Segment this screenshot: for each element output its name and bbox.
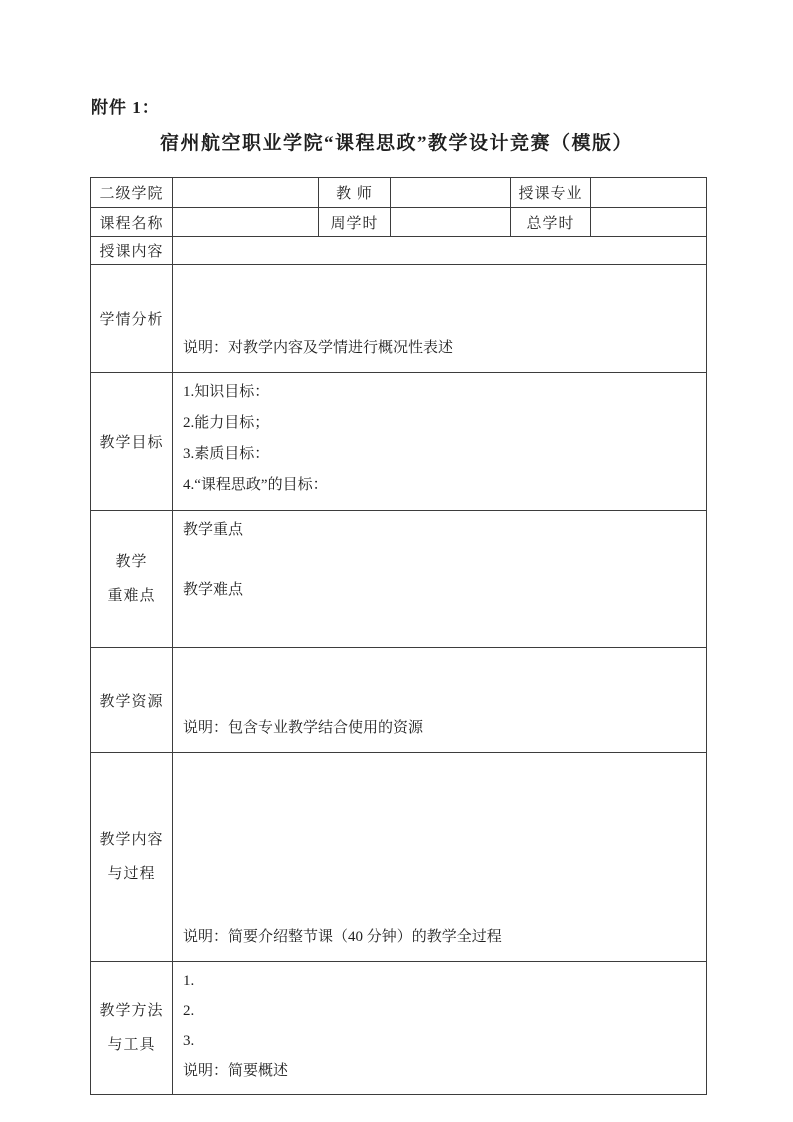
label-lecture-content: 授课内容 bbox=[91, 237, 173, 265]
label-content-process-line2: 与过程 bbox=[107, 866, 156, 882]
field-teacher[interactable] bbox=[391, 178, 511, 208]
label-teaching-major: 授课专业 bbox=[511, 178, 591, 208]
field-lecture-content[interactable] bbox=[173, 237, 707, 265]
label-methods-tools-line1: 教学方法 bbox=[99, 1003, 164, 1019]
field-course-name[interactable] bbox=[173, 208, 319, 237]
label-key-difficult-points-line2: 重难点 bbox=[107, 588, 156, 604]
field-teaching-objectives[interactable] bbox=[173, 373, 707, 511]
objective-ideology: 4.“课程思政”的目标： bbox=[183, 477, 328, 493]
table-row bbox=[91, 962, 707, 1095]
note-content-process: 说明：简要介绍整节课（40 分钟）的教学全过程 bbox=[183, 929, 502, 945]
field-teaching-major[interactable] bbox=[591, 178, 707, 208]
table-row bbox=[91, 237, 707, 265]
table-row bbox=[91, 511, 707, 648]
note-teaching-resources: 说明：包含专业教学结合使用的资源 bbox=[183, 720, 424, 736]
label-key-difficult-points-line1: 教学 bbox=[115, 554, 148, 570]
table-row bbox=[91, 208, 707, 237]
prompt-difficult-point: 教学难点 bbox=[183, 582, 244, 598]
field-total-hours[interactable] bbox=[591, 208, 707, 237]
table-row bbox=[91, 265, 707, 373]
label-methods-tools-line2: 与工具 bbox=[107, 1037, 156, 1053]
field-secondary-college[interactable] bbox=[173, 178, 319, 208]
label-content-process-line1: 教学内容 bbox=[99, 832, 164, 848]
note-learner-analysis: 说明：对教学内容及学情进行概况性表述 bbox=[183, 340, 454, 356]
attachment-label: 附件 1： bbox=[91, 98, 160, 117]
page-title: 宿州航空职业学院“课程思政”教学设计竞赛（模版） bbox=[159, 133, 633, 154]
label-course-name: 课程名称 bbox=[91, 208, 173, 237]
label-teaching-resources: 教学资源 bbox=[91, 648, 173, 753]
label-content-process bbox=[91, 753, 173, 962]
table-row bbox=[91, 648, 707, 753]
field-methods-tools[interactable] bbox=[173, 962, 707, 1095]
note-methods-tools: 说明：简要概述 bbox=[183, 1063, 289, 1079]
label-teacher: 教 师 bbox=[319, 178, 391, 208]
teaching-design-table bbox=[90, 177, 707, 1095]
label-methods-tools bbox=[91, 962, 173, 1095]
objective-ability: 2.能力目标； bbox=[183, 415, 270, 431]
label-learner-analysis: 学情分析 bbox=[91, 265, 173, 373]
field-learner-analysis[interactable] bbox=[173, 265, 707, 373]
method-item-3: 3. bbox=[183, 1033, 195, 1049]
field-weekly-hours[interactable] bbox=[391, 208, 511, 237]
method-item-2: 2. bbox=[183, 1003, 195, 1019]
label-key-difficult-points bbox=[91, 511, 173, 648]
label-secondary-college: 二级学院 bbox=[91, 178, 173, 208]
label-total-hours: 总学时 bbox=[511, 208, 591, 237]
label-teaching-objectives: 教学目标 bbox=[91, 373, 173, 511]
objective-quality: 3.素质目标： bbox=[183, 446, 270, 462]
field-key-difficult-points[interactable] bbox=[173, 511, 707, 648]
prompt-key-point: 教学重点 bbox=[183, 522, 244, 538]
table-row bbox=[91, 373, 707, 511]
field-teaching-resources[interactable] bbox=[173, 648, 707, 753]
field-content-process[interactable] bbox=[173, 753, 707, 962]
objective-knowledge: 1.知识目标： bbox=[183, 384, 270, 400]
label-weekly-hours: 周学时 bbox=[319, 208, 391, 237]
method-item-1: 1. bbox=[183, 973, 195, 989]
table-row bbox=[91, 178, 707, 208]
table-row bbox=[91, 753, 707, 962]
